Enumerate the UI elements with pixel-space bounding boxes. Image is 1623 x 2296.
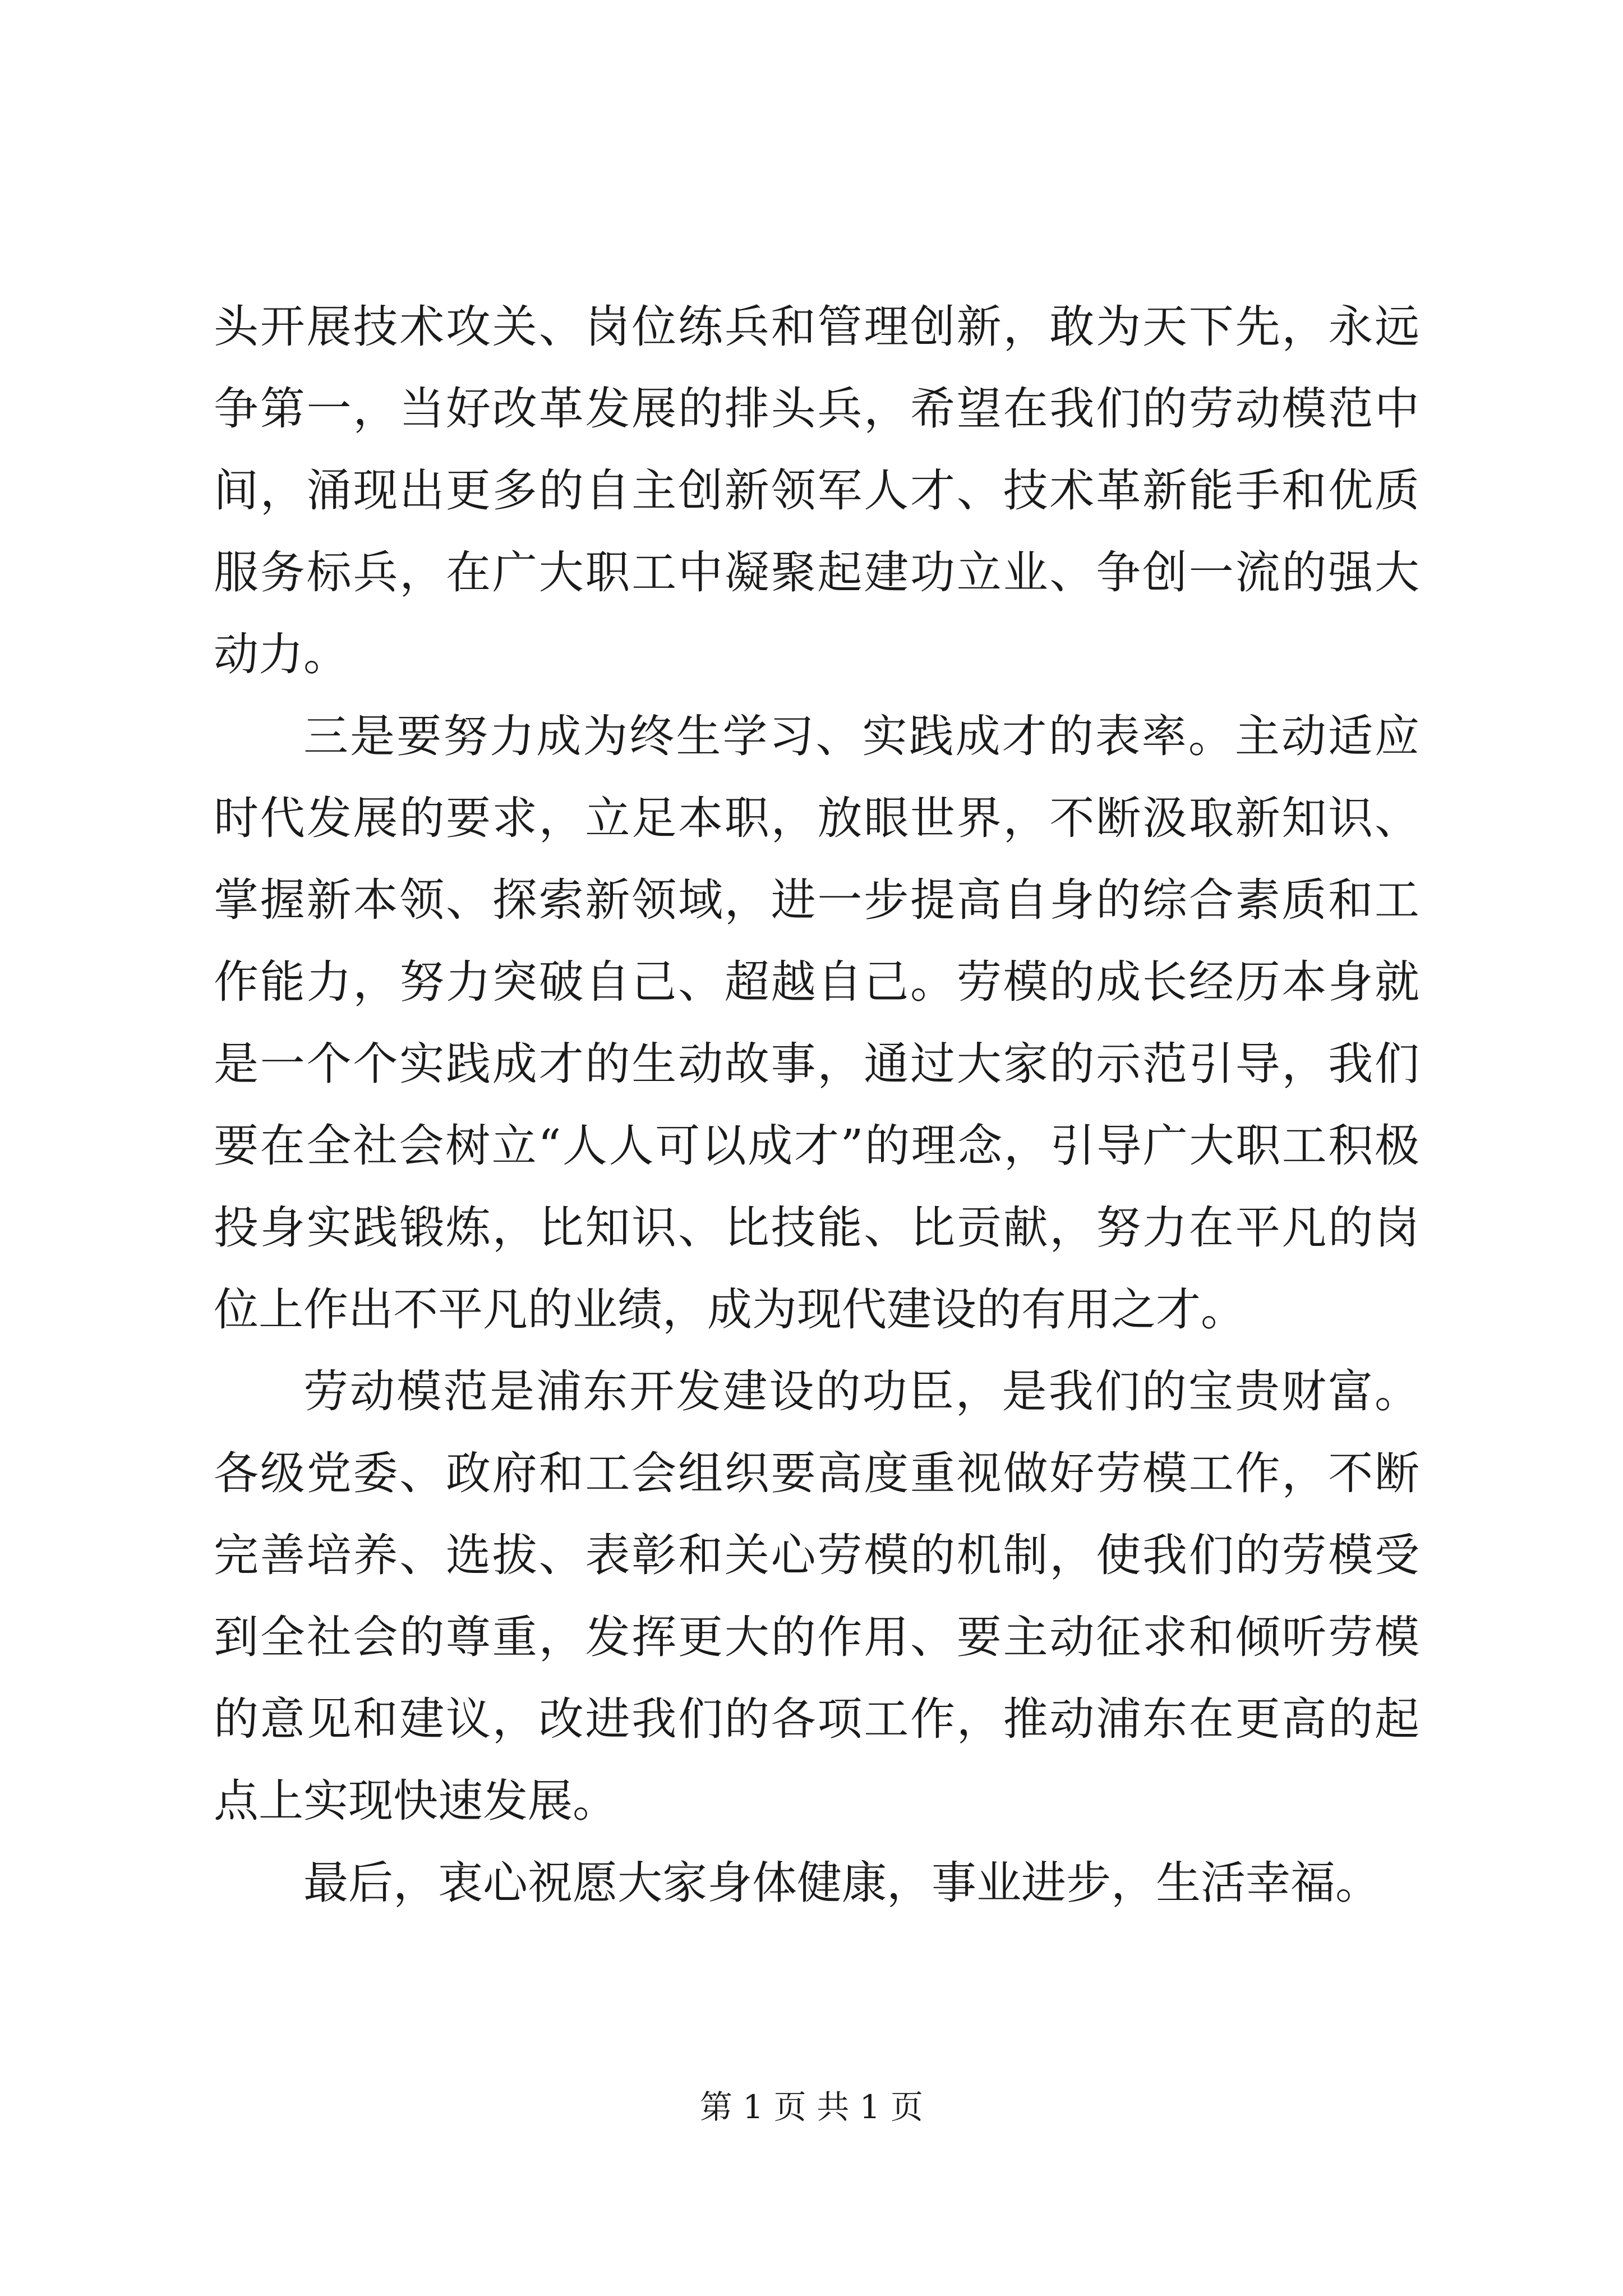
paragraph-labor-model-work: 劳动模范是浦东开发建设的功臣，是我们的宝贵财富。各级党委、政府和工会组织要高度重视做好劳模工作，不断完善培养、选拔、表彰和关心劳模的机制，使我们的劳模受到全社会的尊重，发挥更大的作用、要主动征求和倾听劳模的意见和建议，改进我们的各项工作，推动浦东在更高的起点上实现快速发展。 — [214, 1365, 1419, 1827]
paragraph-continued: 头开展技术攻关、岗位练兵和管理创新，敢为天下先，永远争第一，当好改革发展的排头兵，希望在我们的劳动模范中间，涌现出更多的自主创新领军人才、技术革新能手和优质服务标兵，在广大职工中凝聚起建功立业、争创一流的强大动力。 — [214, 301, 1419, 680]
paragraph-learning-role-model: 三是要努力成为终生学习、实践成才的表率。主动适应时代发展的要求，立足本职，放眼世界，不断汲取新知识、掌握新本领、探索新领域，进一步提高自身的综合素质和工作能力，努力突破自己、超越自己。劳模的成长经历本身就是一个个实践成才的生动故事，通过大家的示范引导，我们要在全社会树立“人人可以成才”的理念，引导广大职工积极投身实践锻炼，比知识、比技能、比贡献，努力在平凡的岗位上作出不平凡的业绩，成为现代建设的有用之才。 — [214, 710, 1419, 1336]
paragraph-closing-wishes: 最后，衷心祝愿大家身体健康，事业进步，生活幸福。 — [303, 1857, 1380, 1909]
document-body — [214, 286, 1419, 1924]
page-number-footer: 第 1 页 共 1 页 — [700, 2088, 923, 2126]
